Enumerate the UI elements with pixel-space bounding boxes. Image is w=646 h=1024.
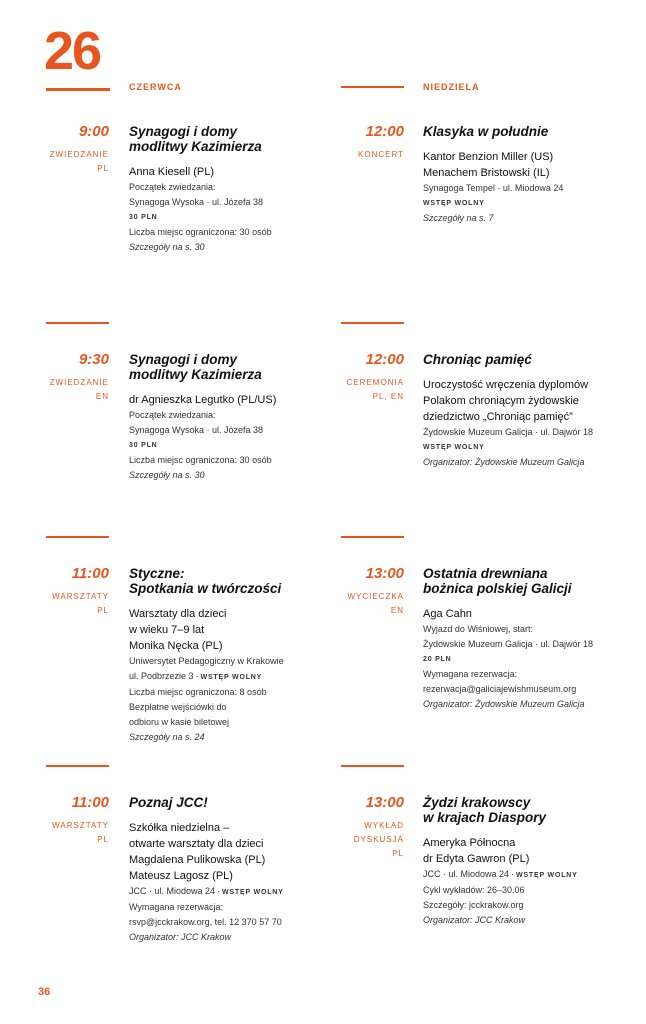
event-title: Ostatnia drewniana bożnica polskiej Galicji <box>423 566 572 596</box>
event-content <box>129 352 314 483</box>
event-person: Mateusz Lagosz (PL) <box>129 870 233 882</box>
event-note: odbioru w kasie biletowej <box>129 717 230 727</box>
event-person: Warsztaty dla dzieci <box>129 608 227 620</box>
event-venue: Początek zwiedzania: <box>129 410 216 420</box>
event-time: 11:00 <box>71 794 109 811</box>
event-footer: Szczegóły na s. 24 <box>129 732 205 742</box>
event-person: Anna Kiesell (PL) <box>129 166 214 178</box>
event-note: Liczba miejsc ograniczona: 30 osób <box>129 227 272 237</box>
event-person: dziedzictwo „Chroniąc pamięć” <box>423 411 573 423</box>
event-category: WARSZTATY PL <box>52 821 109 844</box>
event-time: 11:00 <box>71 565 109 582</box>
event-content <box>129 124 314 255</box>
event-venue-line: JCC · ul. Miodowa 24 · WSTĘP WOLNY <box>129 886 284 896</box>
event-time: 13:00 <box>365 794 404 811</box>
event-note: Szczegóły: jcckrakow.org <box>423 900 524 910</box>
event-person: Aga Cahn <box>423 608 472 620</box>
event-venue: Żydowskie Muzeum Galicja · ul. Dajwór 18 <box>423 639 594 649</box>
event-footer: Organizator: JCC Krakow <box>129 932 232 942</box>
page-number: 36 <box>38 986 51 998</box>
event-price: WSTĘP WOLNY <box>423 200 485 207</box>
event-category: WYCIECZKA EN <box>347 592 404 615</box>
event-note: Liczba miejsc ograniczona: 30 osób <box>129 455 272 465</box>
row-rule <box>46 536 109 538</box>
weekday-label: NIEDZIELA <box>423 82 480 92</box>
event-content <box>129 566 314 745</box>
event-person: Uroczystość wręczenia dyplomów <box>423 379 589 391</box>
event-person: Polakom chroniącym żydowskie <box>423 395 579 407</box>
row-rule <box>341 765 404 767</box>
event-category: ZWIEDZANIE PL <box>49 150 109 173</box>
event-time: 12:00 <box>365 123 404 140</box>
event-person: dr Agnieszka Legutko (PL/US) <box>129 394 277 406</box>
event-price: WSTĘP WOLNY <box>423 444 485 451</box>
event-time: 9:30 <box>78 351 109 368</box>
event-venue: Synagoga Wysoka · ul. Józefa 38 <box>129 197 263 207</box>
event-venue: Żydowskie Muzeum Galicja · ul. Dajwór 18 <box>423 427 594 437</box>
event-content <box>129 795 314 945</box>
event-content <box>423 124 608 226</box>
event-footer: Szczegóły na s. 7 <box>423 213 494 223</box>
event-venue-line: JCC · ul. Miodowa 24 · WSTĘP WOLNY <box>423 869 578 879</box>
event-note: Wymagana rezerwacja: <box>129 902 223 912</box>
event-time: 12:00 <box>365 351 404 368</box>
event-person: Magdalena Pulikowska (PL) <box>129 854 266 866</box>
event-footer: Szczegóły na s. 30 <box>129 470 205 480</box>
event-category: WARSZTATY PL <box>52 592 109 615</box>
day-underline <box>46 88 110 91</box>
event-note: Bezpłatne wejściówki do <box>129 702 227 712</box>
event-person: dr Edyta Gawron (PL) <box>423 853 530 865</box>
day-number: 26 <box>44 21 101 81</box>
event-time: 9:00 <box>78 123 109 140</box>
header-rule <box>341 86 404 88</box>
row-rule <box>46 765 109 767</box>
event-person: Ameryka Północna <box>423 837 516 849</box>
event-title: Poznaj JCC! <box>129 795 208 810</box>
event-person: Menachem Bristowski (IL) <box>423 167 550 179</box>
row-rule <box>341 536 404 538</box>
row-rule <box>46 322 109 324</box>
event-title: Synagogi i domy modlitwy Kazimierza <box>129 352 262 382</box>
event-category: KONCERT <box>358 150 404 159</box>
event-title: Synagogi i domy modlitwy Kazimierza <box>129 124 262 154</box>
event-note: Liczba miejsc ograniczona: 8 osób <box>129 687 267 697</box>
event-title: Styczne: Spotkania w twórczości <box>129 566 282 596</box>
event-category: CEREMONIA PL, EN <box>346 378 404 401</box>
event-title: Klasyka w południe <box>423 124 549 139</box>
event-person: w wieku 7–9 lat <box>129 624 205 636</box>
event-price: 30 PLN <box>129 214 158 221</box>
event-venue: Wyjazd do Wiśniowej, start: <box>423 624 533 634</box>
event-footer: Organizator: JCC Krakow <box>423 915 526 925</box>
month-label: CZERWCA <box>129 82 182 92</box>
event-note: rsvp@jcckrakow.org, tel. 12 370 57 70 <box>129 917 282 927</box>
event-content <box>423 352 608 470</box>
event-time: 13:00 <box>365 565 404 582</box>
event-venue: Początek zwiedzania: <box>129 182 216 192</box>
event-venue: Uniwersytet Pedagogiczny w Krakowie <box>129 656 284 666</box>
event-price: WSTĘP WOLNY <box>222 889 284 896</box>
event-title: Żydzi krakowscy w krajach Diaspory <box>423 795 547 825</box>
event-footer: Organizator: Żydowskie Muzeum Galicja <box>423 699 585 709</box>
event-note: rezerwacja@galiciajewishmuseum.org <box>423 684 577 694</box>
event-person: Kantor Benzion Miller (US) <box>423 151 554 163</box>
event-title: Chroniąc pamięć <box>423 352 532 367</box>
event-content <box>423 566 608 712</box>
event-content <box>423 795 608 928</box>
event-price: 30 PLN <box>129 442 158 449</box>
event-venue: Synagoga Tempel · ul. Miodowa 24 <box>423 183 564 193</box>
event-note: Wymagana rezerwacja: <box>423 669 517 679</box>
event-person: Monika Nęcka (PL) <box>129 640 223 652</box>
event-price: 20 PLN <box>423 656 452 663</box>
event-person: otwarte warsztaty dla dzieci <box>129 838 264 850</box>
event-category: WYKŁAD DYSKUSJA PL <box>353 821 404 858</box>
event-note: Cykl wykładów: 26–30.06 <box>423 885 525 895</box>
event-category: ZWIEDZANIE EN <box>49 378 109 401</box>
event-footer: Szczegóły na s. 30 <box>129 242 205 252</box>
event-person: Szkółka niedzielna – <box>129 822 230 834</box>
event-footer: Organizator: Żydowskie Muzeum Galicja <box>423 457 585 467</box>
row-rule <box>341 322 404 324</box>
event-price: WSTĘP WOLNY <box>200 674 263 681</box>
event-price: WSTĘP WOLNY <box>516 872 578 879</box>
event-venue: Synagoga Wysoka · ul. Józefa 38 <box>129 425 263 435</box>
event-venue-line: ul. Podbrzezie 3 · WSTĘP WOLNY <box>129 671 263 681</box>
